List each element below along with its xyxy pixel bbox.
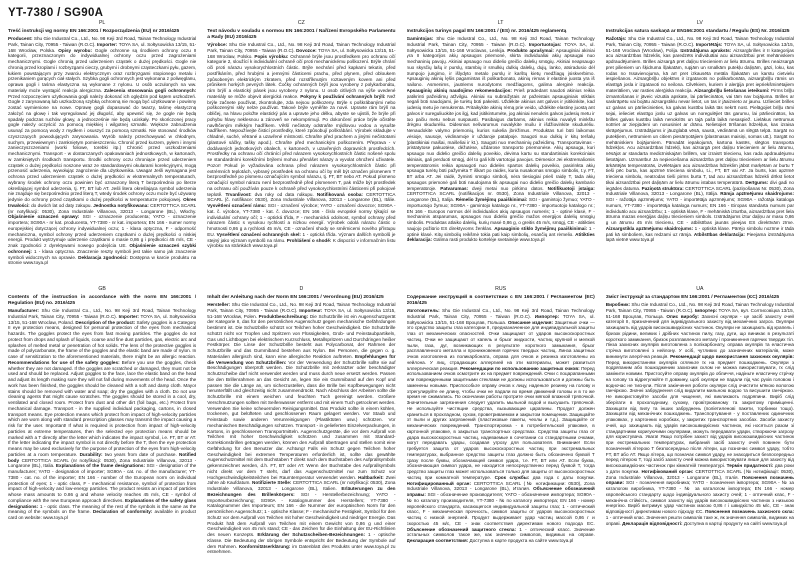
section-LV [606,20,794,272]
language-code-label: UA [696,286,704,292]
section-title: Зміст інструкції за стандартом EN 166:2001 / Регламентом (ЄС) 2016/425 [605,295,780,300]
section-UA [606,286,794,555]
language-code-label: GB [98,286,106,292]
language-code-label: D [299,286,304,292]
section-body-text: Výrobce: Shu Gie Industral Co., Ltd., No. 98 Keji 3rd Road, Tainan Technology Industrial Park, Tainan City, 70955 - Taiwan (R.O.C). Dovozce: TOYA SA, ul. Sołtysowicka 13/15, 51-168 Wrocław, Polsko. Popis výrobku: Ochranné brýle jsou prostředkem pro ochranu očí kategorie 2, sloužící k individuální ochraně očí proti mechanickému poškození. Brýle chrání oči proti nárazu vysokorychlostních částic. Brýle nechrání před kapkami tekutin, před postříkáním, před hrubými a jemnými částicemi prachu, před plynem, před obloukem způsobeným elektrickým zkratem, před rozstříknutým roztaveným kovem ani před průnikem horkých pevných látek. Čočky ochranných brýlí jsou vyrobeny z polykarbonátu, rám brýlí a elastický pásek jsou vyrobeny z nylonu. U osob citlivých na výše uvedené materiály se může objevit alergická reakce. Pokyny k používání ochranných brýlí: Než brýle začnete používat, zkontrolujte, zda nejsou poškozeny. Brýle s poškrábanými nebo poškozenými skly nelze používat. Takové brýle vyměňte za nové. Upravte rám brýlí na obličej, na hlavu položte elastický pás a upravte jeho délku, abyste se ujistili, že brýle při pohybu hlavy neklesnou a zároveň se nekomprimují. Po dokončení práce brýle očistěte navlhčeným měkkým hadříkem. Větší nečistoty odstraňte mýdlovou vodou a vysušte hadříkem. Nepoužívejte čisticí prostředky, které způsobují poškrábání. Výrobek skladujte v chladné, suché, větrané a uzavřené místnosti. Chraňte před prachem a jinými nečistotami (plastové sáčky, tašky apod.). Chraňte před mechanickým poškozením. Přeprava - v dodávaných jednotkových obalech, v kartonech, v uzavřených dopravních prostředcích. Prostředky na ochranu očí chránící před nárazem vysokorychlostních částic nošené spolu se standardními korekčními brýlemi mohou přenášet nárazy a vyvolat ohrožení uživatele. Pozor! Pokud je vyžadována ochrana před nárazem vysokorychlostních částic při extrémních teplotách, vybraný prostředek na ochranu očí by měl být označen písmenem T bezprostředně po písmenu označujícím symbol nárazu, tj. FT, BT nebo AT. Pokud písmeno označující symbol nárazu není bezprostředně před písmenem T, pak může být prostředek na ochranu očí používán pouze k ochraně před vysokorychlostními částicemi při pokojové teplotě. Trvanlivost: dva roky od data nákupu. Notifikovaná osoba: CERTOTTICA SCARL (č. notifikace: 0530), Zona Industriale Villanova, 32013 - Longarone (BL), Itálie. Vysvětlení označení rámu: SGI - označení výrobce; YATO - označení dovozce; SG90A - kat. č. výrobce, YT-7380 - kat. č. dovozce; EN 166 - číslo evropské normy týkající se individuální ochrany očí; 1 - optická třída, F - mechanická odolnost, symbol ochrany před nárazem částic s vysokou rychlostí a nízkou energií. Výrobek odolá nárazu částic o hmotnosti 0,86 g a rychlosti 45 m/s, CE - označení shody se směrnicemi nového přístupu EU. Vysvětlení označení ochranných skel: 1 - optická třída. Význam dalších symbolů je stejný jako význam symbolů na rámu. Prohlášení o shodě: K dispozici v informačním listu výrobku na stránkách www.toya.pl [207,42,396,249]
section-body-text: Producent: Shu Gie Industral Co., Ltd., No. 98 Keji 3rd Road, Tainan Technology Industrial Park, Tainan City, 70955 - Taiwan (R.O.C). Importer: TOYA SA, ul. Sołtysowicka 13/15, 51-168 Wrocław, Polska. Opisy wyrobu: Gogle ochronne są środkiem ochrony oczu II kategorii, przeznaczonym do indywidualnej ochrony oczu przed zagrożeniami mechanicznymi. Gogle chronią przed uderzeniem cząstek o dużej prędkości. Gogle nie chronią przed kroplami i rozbryzgami cieczy, grubymi i drobnymi cząsteczkami pyłu, gazem, łukiem powstającym przy zwarciu elektrycznym oraz rozbryzgami stopionego metalu i przenikaniem gorących ciał stałych. Szybka gogli ochronnych jest wykonana z poliwęglanu, oprawa gogli i taśma elastyczna są wykonane z nylonu. U osób uczulonych na ww. materiały może wystąpić reakcja alergiczna. Zalecenia stosowania gogli ochronnych: Przed rozpoczęciem użytkowania gogli należy dokonać ich oględzin pod kątem uszkodzeń. Gogle z zarysowaną lub uszkodzoną szybką ochronną nie mogą być użytkowane i powinny zostać wymienione na nowe. Oprawę gogli dopasować do twarzy, taśmę elastyczną założyć na głowę i tak wyregulować jej długość, aby upewnić się, że gogle nie będą spadały podczas ruchów głowy, a jednocześnie nie będą uciskały. Po skończonej pracy gogle należy oczyścić za pomocą miękkiej i wilgotnej szmatki. Większe zabrudzenia usunąć za pomocą wody z mydłem i osuszyć za pomocą szmatki. Nie stosować środków czyszczących powodujących zarysowania. Wyrób należy przechowywać w chłodnym, suchym, przewiewnym i zamkniętym pomieszczeniu. Chronić przed kurzem, pyłem i innymi zanieczyszczeniami (worki foliowe, torebki itp.) Chronić przed uszkodzeniami mechanicznymi. Transport - w dostarczanych opakowaniach jednostkowych, w kartonach, w zamkniętych środkach transportu. Środki ochrony oczu chroniące przed uderzeniem cząstek o dużej prędkości noszone wraz ze standardowymi okularami korekcyjnymi, mogą przenosić uderzenia, wywołując zagrożenie dla użytkownika. Uwaga! Jeśli wymagana jest ochrona przed uderzeniem cząstek o dużej prędkości w ekstremalnych temperaturach, wybrany środek ochrony oczu powinien być oznaczony literą T bezpośrednio po literze określającej symbol uderzenia, tj. FT, BT lub AT. Jeśli litera określająca symbol uderzenia nie znajduje się bezpośrednio przed literą T, wtedy środek ochrony oczu może być używany jedynie do ochrony przed cząstkami o dużej prędkości w temperaturze pokojowej. Okres trwałości: do dwóch lat od daty zakupu. Jednostka notyfikowana: CERTOTTICA SCARL (nr notyfikacji: 0530), Zona Industriale Villanova, 32013 - Longarone (BL), Włochy. Objaśnienie oznaczeń oprawy: SGI - oznaczenie producenta; YATO - oznaczenie importera; SG90A - nr kat. producenta, YT-7380 - nr kat. importera; EN 166 - numer normy europejskiej dotyczącej ochrony indywidualnej oczu; 1 - klasa optyczna, F - odporność mechaniczna, symbol ochrony przed uderzeniem cząstkami o dużej prędkości o niskiej energii. Produkt wytrzymuje uderzenie cząstkami o masie 0,86 g i prędkości 45 m/s, CE - znak zgodności z dyrektywami nowego podejścia UE. Objaśnienie oznaczeń szybki ochronnej: 1 - klasa optyczna. Znaczenie reszty symboli jest takie samo jak znaczenie symboli widocznych na oprawie. Deklaracja zgodności: Dostępna w karcie produktu na stronie www.toya.pl [8,36,197,266]
language-code-label: CZ [297,20,305,26]
section-body-text: Ražotājs: Shu Gie Industral Co., Ltd., No. 98 Keji 3rd Road, Tainan Technology Industrial Park, Tainan City, 70955 - Taiwan (R.O.C). Importētājs: TOYA SA, ul. Sołtysowicka 13/15, 51-168 Vroclava (Wrocław), Polija. Izstrādājuma apraksts: Aizsargbrilles ir II kategorijas acu aizsardzības līdzeklis, kas paredzēts individuālai acu aizsardzībai pret mehāniskiem apdraudējumiem. Brilles aizsargā pret daļiņu triecieniem ar lielu ātrumu. Brilles neaizsargā pret pilieniem un šķidruma šļakatām, rupjām un smalkām putekļu daļiņām, gāzi, loku, kas rodas no īssavienojuma, kā arī pret izkausēta metāla šļakatām un karstu cietvielu iespiešanos. Aizsargbriļļu objektīvs ir izgatavots no polikarbonāta, aizsargbriļļu rāmis un elastīgā josla ir izgatavoti no neilona. Cilvēkiem, kuriem ir alerģija pret iepriekšminētajiem materiāliem, var rasties alerģiska reakcija. Aizsargbriļļu lietošanas ieteikumi: Pirms briļļu izmantošanas ir jāveic vizuāla apskate, lai pārliecinātos, vai tām nav bojājuma. Brilles ar saskrāpētu vai bojātu aizsargstiklu nevar lietot, un tas ir jāaizvieto ar jaunu. Uzlieciet brilles uz galvas un pārliecinieties, ka galvas kustību laikā tās nekrīt nost. Pielāgojiet briļļu rāmi sejai, ielieciet elastīgo joslu uz galvas un noregulējiet tās garumu, lai pārliecinātos, ka brilles galvas kustību laikā nenokritīs un tajā pašā laikā nesaspiež. Lielākus netīrumus notīriet ar ziepjūdeni un nosusiniet ar drānu. Nelietojiet tīrīšanas līdzekļus, kas izraisa skrāpējumus. Izstrādājums ir jāuzglabā vēsā, sausā, vēdināmā un slēgtā telpā. Sargāt no putekļiem, netīrumiem un citiem piesārņotājiem (plastmasas maisiņi, somas utt.). Sargāt no mehāniskiem bojājumiem. Pārvadāt iepakojumā, kartona kastēs, slēgtos transporta līdzekļos. Acu aizsardzības līdzekļi, kas aizsargā pret daļiņu triecieniem ar lielu ātrumu, nēsājot ar standarta medicīniskajām brillēm, var izraisīt triecienu, kas rada apdraudējumu lietotājam. Uzmanību! Ja nepieciešama aizsardzība pret daļiņu triecieniem ar lielu ātrumu ārkārtējās temperatūrās, izvēlētajam acu aizsardzības līdzeklim jābūt marķētam ar burtu T tieši pēc burta, kas apzīmē trieciena simbolu, t.i., FT, BT vai AT. Ja burts, kas apzīmē trieciena simbolu, neatrodas tieši pirms burta T, tad acu aizsardzības līdzekli drīkst lietot tikai aizsardzībai pret daļiņām ar lielu ātrumu istabas temperatūrā. Derīgums: divi gadi no iegādes datuma. Paziņotā struktūra: CERTOTTICA SCARL (paziņošanas Nr. 0530), Zona Industriale Villanova, 32013 - Longarone (BL), Itālija. Rāmja apzīmējumu skaidrojums: SGI - ražotāja apzīmējums; YATO - importētāja apzīmējums; SG90A - ražotāja kataloga numurs, YT-7380 - importētāja kataloga numurs; EN 166 - Eiropas standarta numurs par individuālo acu aizsardzību; 1 - optiskā klase, F - mehāniskā izturība, aizsardzības pret liela ātruma mazas enerģijas daļiņu triecieniem simbols. Izstrādājums iztur daļiņu ar masu 0,86 g un ātrumu 45 m/s triecienu, CE - atbilstības jaunās pieejas ES direktīvām zīme. Aizsargstikla apzīmējumu skaidrojums: 1 - optiskā klase. Pārējo simbolu nozīme ir tāda pati kā simboliem, kas redzami uz rāmja. Atbilstības deklarācija: Pieejama izstrādājuma lapā vietnē www.toya.pl [605,36,794,243]
section-body-text: Виробник: Shu Gie Industral Co., Ltd., No. 98 Keji 3rd Road, Tainan Technology Industrial Park, Tainan City, 70955 - Taiwan (R.O.C). Імпортер: TOYA SA, вул. Солтисовіцка 13/15, 51-168 Вроцлав, Польща. Опис виробу: Захисні окуляри - це засіб захисту очей категорії II, призначений для індивідуального захисту від механічних загроз. Окуляри захищають від ударів високошвидкісних частинок. Окуляри не захищають від крапель і бризок рідини, великих і дрібних частинок пилу, газу, дуги, що виникає в результаті короткого замикання, бризок розплавленого металу і проникнення гарячих твердих тіл. Лінза захисних окулярів виготовлена з полікарбонату, оправа окулярів та еластична стрічка виготовлені з нейлону. У осіб, чутливих до зазначених матеріалів, може виникнути алергічна реакція. Рекомендації щодо використання захисних окулярів: Перед використанням окулярів огляньте їх на предмет пошкоджень. Окуляри з подряпаним або пошкодженим захисним склом не можна використовувати, їх слід замінити новими. Пристосуйте оправу окулярів до обличчя, надіньте еластичну стрічку на голову та відрегулюйте її довжину, щоб окуляри не падали під час рухів головою і водночас не тиснули. Після закінчення роботи окуляри слід очистити м'якою вологою ганчіркою. Значні забруднення слід видалити мильною водою та висушити ганчіркою. Не використовуйте засоби для чищення, які викликають подряпини. Виріб слід зберігати в прохолодному, сухому, провітрюваному та закритому приміщенні. Захищати від пилу та інших забруднень (поліетиленові пакети, торбинки тощо). Захищати від механічних пошкоджень. Транспортування - у поставлених одиничних упаковках, у картонних коробках, у закритих транспортних засобах. Засоби захисту очей, що захищають від ударів високошвидкісних частинок, які носяться разом зі стандартними коригуючими окулярами, можуть передавати удари, створюючи загрозу для користувача. Увага! Якщо потрібен захист від ударів високошвидкісних частинок при екстремальних температурах, вибраний засіб захисту очей повинен бути позначений літерою T безпосередньо після літери, що позначає символ удару, тобто FT, BT або AT. Якщо літера, що позначає символ удару, не знаходиться безпосередньо перед літерою T, тоді засіб захисту очей можна використовувати лише для захисту від високошвидкісних частинок при кімнатній температурі. Термін придатності: два роки з дати покупки. Нотифікований орган: CERTOTTICA SCARL (№ нотифікації: 0530), Zona Industriale Villanova, 32013 - Longarone (BL), Італія. Пояснення позначень оправи: SGI - позначення виробника; YATO - позначення імпортера; SG90A - № за каталогом виробника, YT-7380 - № за каталогом імпортера; EN 166 - номер європейського стандарту щодо індивідуального захисту очей; 1 - оптичний клас, F - механічна стійкість, символ захисту від ударів високошвидкісних частинок з низькою енергією. Виріб витримує удар частинок масою 0,86 г і швидкістю 45 м/с, CE - знак відповідності директивам нового підходу ЄС. Пояснення позначень захисного скла: 1 - оптичний клас. Значення решти символів таке ж, як значення символів, видимих на оправі. Декларація відповідності: Доступна в картці продукту на сайті www.toya.pl [605,302,794,526]
sections-grid [8,20,794,555]
section-body-text: Manufacturer: Shu Gie Industral Co., Ltd., No. 98 Keji 3rd Road, Tainan Technology Industrial Park, Tainan City, 70955 - Taiwan (R.O.C). Importer: TOYA SA, ul. Sołtysowicka 13/15, 51-168 Wroclaw, Poland. Description of the product: Safety goggles is a Category II eye protection means, designed for personal protection of the eyes from mechanical hazards. The goggles protect the eyes from fast moving particles. The goggles do not protect from drops and splash of liquids, coarse and fine dust particles, gas, electric arc and splashes of melted metal or penetration of hot solids. The lens of the protective goggles is made of polycarbonate, the frame of the goggles and the elastic band are made of nylon. In case of sensitization to the aforementioned materials, there might be an allergic reaction. Recommendations for use of the safety goggles: Before you use the goggles, check whether they are not damaged. If the goggles are scratched or damaged, they must not be used and should be replaced. Adjust goggles to the face, lace the elastic band on the head and adjust its length making sure they will not fall during movements of the head. Once the work has been finished, the goggles should be cleaned with a soft and damp cloth. Mayor stains should be removed with water and soap; dry the goggles with a cloth. Do not use cleaning agents that might cause scratches. The goggles should be stored in a cool, dry, ventilated and closed room. Protect from dust and other dirt (foil bags, etc.) Protect from mechanical damage. Transport - in the supplied individual packaging, cartons, in closed transport means. Eye protection means which protect from impact of high-velocity particles which are worn along with standard prescription glasses may transmit the impact causing a risk for the user. Important! If what is required is protection from impact of high-velocity particles at extreme temperatures, then the selected eye protection means should be marked with a T directly after the letter which indicates the impact symbol, i.e. FT, BT or AT. If the letter indicating the impact symbol is not directly before the T, then the eye protection means may be used exclusively for the purpose of protection of the eyes from high-velocity particles at a room temperature. Durability: two years from date of purchase. Notified body CERTOTTICA SCARL (nr notyfikacji: 0530), Zona Industriale Villanova, 32013 - Longarone (BL), Italia. Explanations of the frame designations: SGI - designation of the manufacturer; YATO - designation of importer; SG90A - cat. no. of the manufacturer; YT-7380 - cat. no. of the importer; EN 166 - number of the European norm on individual protection of eyes; 1 - optic class, F - mechanical resistance, symbol of protection from impact of high-velocity and low-energy particles. The product resists an impact of particles whose mass amounts to 0.86 g and whose velocity reaches 45 m/s, CE - symbol of compliance with the new European approach directives. Explanations of the safety glass designations: 1 - optic class. The meaning of the rest of the symbols is the same as the meaning of the symbols on the frame. Declaration of conformity: available in product card on website: www.toya.pl [8,308,197,520]
section-PL [8,20,196,272]
language-code-label: RUS [495,286,507,292]
section-title: Instrukcijos turinys pagal EN 166:2001 / (ES) nr. 2016/425 reglamentą [406,29,567,34]
section-LT [407,20,595,272]
section-title: Treść instrukcji wg normy EN 166:2001 / Rozporządzenia (EU) nr 2016/425 [8,29,180,34]
section-title: Instrukcijas satura saskaņā ar EN166:2001 standartu / Regulu (ES) Nr. 2016/425 [605,29,790,34]
section-CZ [207,20,395,272]
section-body-text: Gamintojas: Shu Gie Industral Co., Ltd., No. 98 Keji 3rd Road, Tainan Technology Industrial Park, Tainan City, 70955 - Taiwan (R.O.C). Importuotojas: TOYA SA, ul. Sołtysowicka 13/15, 51-168 Vroclavas, Lenkija. Produkto aprašymai: Apsauginiai akiniai yra II kategorijos akių apsaugos priemonė, skirta individualiai akių apsaugai nuo mechaninių pavojų. Akiniai apsaugo nuo didelio greičio dalelių smūgių. Akiniai neapsaugo nuo skysčių lašų ir purslų, stambių ir smulkių dulkių dalelių, dujų, lanko, atsiradusio dėl trumpojo jungimo, ir išlydyto metalo purslų ir karštų kietų medžiagų įsiskverbimo. Apsauginių akinių lęšis pagamintas iš polikarbonato, akinių rėmas ir elastinė juosta yra iš nailono. Asmenims, jautriems nurodytoms medžiagoms, galima alerginė reakcija. Apsauginių akinių naudojimo rekomendacijos: Prieš pradedant naudoti akinius reikia patikrinti pažeidimų atžvilgiu. Akiniai su subraižytais ar pažeistais apsauginiais stiklais negali būti naudojami, jie turėtų būti pakeisti. Uždėkite akinius ant galvos ir įsitikinkite, kad judesių metu jie nenukrenta. Pritaikykite akinių rėmą prie veido, uždėkite elastinę juostą ant galvos ir sureguliuokite jos ilgį, kad įsitikintumėte, jog akiniai nenukris galvos judesių metu ir tuo pačiu metu nebus suspausti. Pasibaigus darbams, akinius reikia nuvalyti minkštu drėgnu skudurėliu. Didesnius nešvarumus nuvalykite muilu ir išdžiovinkite skudurėliu. Nenaudokite valymo priemonių, kurios sukelia įbrėžimus. Produktas turi būti laikomas vėsioje, sausoje, vėdinamoje ir uždaroje patalpoje. Saugoti nuo dulkių ir kitų teršalų (plastikiniai maišai, maišeliai ir kt.). Saugoti nuo mechaninių pažeidimų. Transportavimas - pristatytose pakuotėse, dėžutėse, uždarose transporto priemonėse. Akių apsauga, kuri apsaugo nuo didelio greičio dalelių poveikio, dėvima kartu su standartiniais korekciniais akiniais, gali perduoti smūgį, dėl to gali kilti vartotojui pavojus. Dėmesio! Jei ekstremaliomis temperatūromis reikia apsaugoti nuo didelės spartos dalelių poveikio, pasirinkta akių apsauga turėtų būti pažymėta T iškart po raidės, kuria nusakomas smūgio simbolis, t.y. FT, BT arba AT. Jei raidė, žyminti smūgio simbolį, nėra tiesiogiai prieš raidę T, tada akių apsaugos priemonė gali būti naudojama tik apsaugai nuo didelio greičio dalelių kambario temperatūroje. Patvarumas: dveji metai nuo pirkimo datos. Notifikuotoji įstaiga: CERTOTTICA SCARL (notifikacijos nr. 0530), Zona Industriale Villanova, 32013 - Longarone (BL), Italija. Rėmelio žymėjimų paaiškinimai: SGI - gamintojo žymuo; YATO - importuotojo žymuo; SG90A - gamintojo katalogo nr., YT-7380 - importuotojo katalogo nr.; EN 166 - Europos normos dėl individualios akių apsaugos numeris; 1 - optinė klasė, F - mechaninis atsparumas, apsaugos nuo didelio greičio mažos energijos dalelių smūgių simbolis. Produktas atlaiko dalelių, kurių masė 0,86 g, o greitis 45 m/s, smūgį, CE - atitikties naujojo požiūrio ES direktyvoms ženklas. Apsauginio stiklo žymėjimų paaiškinimai: 1 - optinė klasė. Kitų simbolių reikšmė tokia pati kaip simbolių, esančių ant rėmelio. Atitikties deklaracija: Galima rasti produkto kortelėje svetainėje www.toya.pl [406,36,595,243]
section-GB [8,286,196,555]
language-code-label: LV [696,20,703,26]
section-title: Содержание инструкций в соответствии с EN 166:2001 / Регламентом (ЕС) 2016/425 [406,295,595,306]
section-title: Inhalt der Anleitung nach der Norm EN 166:2001 / Verordnung (EU) 2016/425 [207,295,384,300]
page-title: YT-7380 / SG90A [8,7,104,19]
section-body-text: Hersteller: Shu Gie Industral Co., Ltd., No. 98 Keji 3rd Road, Tainan Technology Industrial Park, Tainan City, 70955 - Taiwan (R.O.C). Importeur: TOYA SA, ul. Sołtysowicka 13/15, 51-168 Wrocław, Polen. Produktbeschreibung: Die Schutzbrille ist ein Augenschutzgerät der Kategorie II, das für den persönlichen Augenschutz gegen mechanische Gefährdungen bestimmt ist. Die Schutzbrille schützt vor Teilchen hoher Geschwindigkeit. Die Schutzbrille schützt nicht vor Tropfen und Spritzern von Flüssigkeiten, Grob- und Feinstaubpartikeln, Gas und Lichtbogen bei elektrischem Kurzschluss, Metallspritzern und Durchdringen heißer Festkörper. Die Linse der Schutzbrille besteht aus Polycarbonat, der Rahmen der Schutzbrille und das Gummiband bestehen aus Nylon. Bei Personen, die gegen o. g. Materialien allergisch sind, kann eine allergische Reaktion auftreten. Empfehlungen für die Verwendung von Schutzbrillen: Vor der Verwendung der Schutzbrille sollte sie auf Beschädigungen überprüft werden. Die Schutzbrille mit zerkratzter oder beschädigter Schutzscheibe darf nicht verwendet werden und muss durch neue ersetzt werden. Passen Sie den Brillenrahmen an das Gesicht an, legen Sie ein Gummiband auf den Kopf und passen Sie die Länge an, um sicherzustellen, dass die Brille bei Kopfbewegungen nicht herunterfällt und gleichzeitig nicht zusammendrückt. Nach Abschluss der Arbeiten sollte die Schutzbrille mit einem weichen und feuchten Tuch gereinigt werden. Größere Verschmutzungen sollten mit Seifenwasser entfernt und mit einem Tuch getrocknet werden. Verwenden Sie keine scheuernden Reinigungsmittel. Das Produkt sollte in einem kühlen, trockenen, gut belüfteten und geschlossenen Raum gelagert werden. Vor Staub und Feinstaub sowie anderen Verunreinigungen (Plastiktüten usw.) schützen. Vor mechanischen Beschädigungen schützen. Transport - in gelieferten Einzelverpackungen, in Kartons, in geschlossenen Transportmitteln. Augenschutzgeräte, die vor dem Aufprall von Teilchen mit hoher Geschwindigkeit schützen und zusammen mit Standard-Korrektionsbrillen getragen werden, können den Aufprall übertragen und stellen somit eine Gefährdung für den Benutzer dar. Achtung! Falls ein Schutz gegen Teilchen hoher Geschwindigkeit bei extremen Temperaturen erforderlich ist, sollte das gewählte Augenschutzmittel mit dem Buchstaben T direkt nach dem Buchstaben des Aufprallsymbols gekennzeichnet werden, d.h. FT, BT oder AT. Wenn der Buchstabe des Aufprallsymbols nicht direkt vor dem T steht, darf das Augenschutzmittel nur zum Schutz vor Hochgeschwindigkeitsteilchen bei Raumtemperatur verwendet werden. Haltbarkeit: Zwei Jahre ab Kaufdatum. Notifizierte Stelle: CERTOTTICA SCARL (nr notyfikacji: 0530), Zona Industriale Villanova, 32013 - Longarone (BL), Italien. Erläuterungen zu den Bezeichnungen des Brillenkörpers: SGI - Herstellerbezeichnung; YATO - Importeurbezeichnung; SG90A - Katalognummer des Herstellers; YT-7380 - Katalognummer des Importeurs; EN 166 - die Nummer der europäischen Norm für den persönlichen Augenschutz; 1 - optische Klasse; F - mechanische Festigkeit, Symbol für den Schutz vor dem Aufprall von Teilchen mit hoher Geschwindigkeit und niedriger Energie. Das Produkt hält dem Aufprall von Teilchen mit einem Gewicht von 0,86 g und einer Geschwindigkeit von 45 m/s stand; CE - das Zeichen für die Einhaltung der EU-Richtlinien des neuen Konzepts. Erklärung der Schutzscheiben-Bezeichnungen: 1 - optische Klasse. Die Bedeutung der übrigen Symbole entspricht der Bedeutung der Symbole auf dem Rahmen. Konformitätserklärung: im Datenblatt des Produkts unter www.toya.pl zu entnehmen. [207,302,396,555]
language-code-label: LT [497,20,504,26]
language-code-label: PL [98,20,106,26]
section-body-text: Изготовитель: Shu Gie Industral Co., Ltd., No. 98 Keji 3rd Road, Tainan Technology Industrial Park, Tainan City, 70955 - Taiwan (R.O.C). Импортер: TOYA SA, ul. Sołtysowicka 13/15, 51-168 Вроцлав, Польша. Описание изделия: Защитные очки — это средство защиты глаз категории II, предназначенное для индивидуальной защиты глаз от механических опасностей. Очки защищают от ударов высокоскоростных частиц. Очки не защищают от капель и брызг жидкости, частиц крупной и мелкой пыли, газа, дуг, возникающих в результате короткого замыкания, брызг расплавленного металла и проникновения горячих твердых частиц. Линза защитных очков изготовлена из поликарбоната, оправа для очков и резинка изготовлены из нейлона. У лиц, страдающих аллергией на эти материалы, может развиться аллергическая реакция. Рекомендации по использованию защитных очков: Перед использованием очков осмотрите их на предмет повреждений. Очки с поцарапанными или поврежденными защитными стеклами не должны использоваться и должны быть заменены новыми. Приспособьте оправу очков к лицу, наденьте резинку на голову и отрегулируйте ее длину, чтобы очки не падали во время движений головы и в то же время не сжимались. По окончании работы протрите очки мягкой влажной тряпочкой. Значительные загрязнения следует удалить мыльной водой и высушить тряпочкой. Не используйте чистящие средства, вызывающие царапины. Продукт должен храниться в прохладном, сухом, проветриваемом и закрытом помещении. Защищайте от пыли и других загрязнений (пластиковые пакеты, чехлы и т.д.). Защищайте от механических повреждений. Транспортировка - в потребительской упаковке, в картонной упаковке, в закрытых транспортных средствах. Средства защиты глаз от удара высокоскоростных частиц, надеваемые в сочетании со стандартными очками, могут передавать удары, создавая угрозу для пользователя. Внимание! Если требуется защита от ударов высокоскоростных частиц при экстремальных температурах, выбранное средство защиты глаз должно быть обозначено буквой T сразу после буквы, обозначающей символ удара, т.е. FT, BT или AT. Если буква, обозначающая символ удара, не находится непосредственно перед буквой T, тогда средство защиты глаз может использоваться только для защиты от высокоскоростных частиц при комнатной температуре. Срок службы: два года с даты покупки. Нотифицированный орган: CERTOTTICA SCARL (№ нотификации: 0530), Zona Industriale Villanova, 32013 - Longarone (BL), Италия. Объяснение обозначений оправы: SGI - обозначение производителя; YATO - обозначение импортера; SG90A - № по каталогу производителя, YT-7380 - № по каталогу импортера; EN 166 - номер европейского стандарта, касающегося индивидуальной защиты глаз; 1 - оптический класс, F - механическая прочность, символ защиты от ударов высокоскоростных частиц с низкой энергией. Продукт выдерживает удар частиц массой 0,86 г и скоростью 45 м/с, CE - знак соответствия директивам нового подхода ЕС. Объяснение обозначений защитного стекла: 1 - оптический класс. Значение остальных символов такое же, как значение символов, видимых на оправе. Декларация соответствия: Доступна в карте продукта на сайте www.toya.pl [406,308,595,543]
section-title: Contents of the instruction in accordance with the norm EN 166:2001 / Regulation (EU) no. 2016/425 [8,295,197,306]
section-RUS [407,286,595,555]
section-D [207,286,395,555]
section-title: Text návodu v souladu s normou EN 166:2001 / Nařízení Evropského Parlamentu a Rady (EU) 2016/425 [207,29,396,40]
